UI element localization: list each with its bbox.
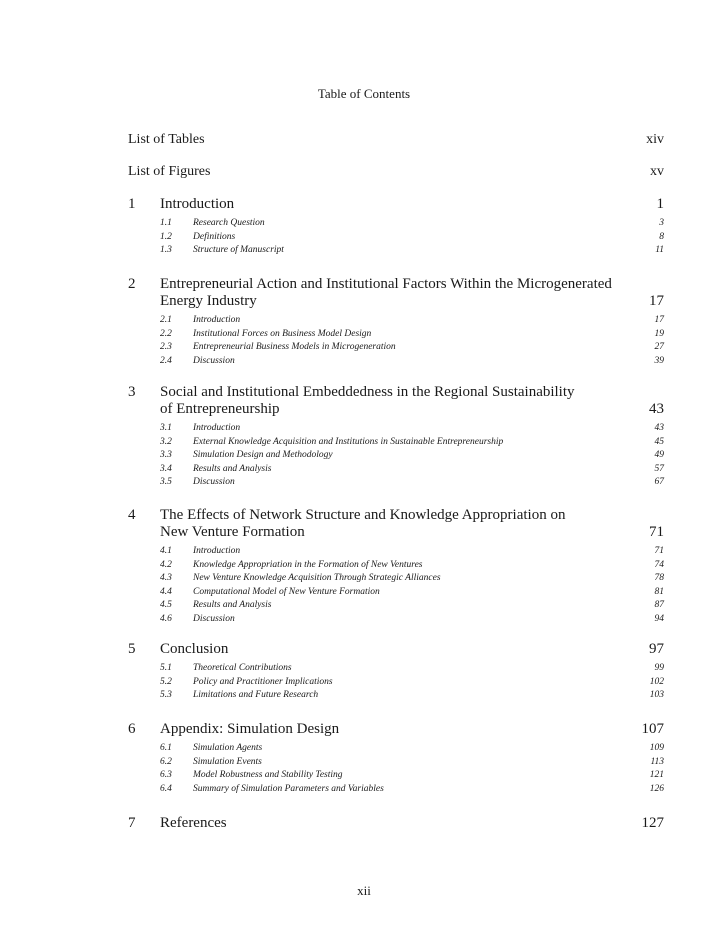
section-list	[128, 217, 664, 258]
section-title: Research Question	[193, 218, 265, 228]
section-number: 4.3	[160, 573, 172, 583]
section-title: Definitions	[193, 231, 236, 242]
toc-section	[128, 545, 664, 559]
toc-section	[128, 756, 664, 770]
toc-section	[128, 449, 664, 463]
toc-section	[128, 689, 664, 703]
chapter-heading-line	[128, 524, 664, 541]
section-title: Results and Analysis	[193, 463, 272, 474]
toc-chapter-1	[128, 196, 664, 258]
section-number: 6.4	[160, 783, 172, 794]
section-page: 87	[654, 600, 664, 610]
section-list	[128, 422, 664, 490]
section-page: 39	[654, 355, 664, 366]
toc-section	[128, 355, 664, 369]
toc-section	[128, 572, 664, 586]
chapter-heading-line	[128, 384, 664, 401]
section-title: Discussion	[193, 477, 235, 487]
chapter-title: Introduction	[160, 196, 235, 212]
toc-entry-label: List of Figures	[128, 164, 211, 179]
section-title: Knowledge Appropriation in the Formation of New Ventures	[193, 559, 423, 570]
toc-entry-list-of-tables	[128, 132, 664, 148]
section-number: 4.6	[160, 613, 172, 624]
chapter-heading-line	[128, 641, 664, 658]
toc-section	[128, 769, 664, 783]
toc-section	[128, 217, 664, 231]
chapter-number: 5	[128, 641, 136, 657]
toc-entry-page: xiv	[646, 132, 664, 147]
section-page: 99	[654, 663, 664, 673]
section-title: New Venture Knowledge Acquisition Through Strategic Alliances	[193, 573, 441, 583]
page-number: xii	[357, 883, 371, 898]
section-list	[128, 545, 664, 626]
section-page: 67	[654, 477, 664, 487]
chapter-number: 3	[128, 384, 136, 400]
section-page: 57	[654, 463, 664, 474]
section-page: 121	[649, 770, 664, 780]
section-page: 43	[654, 423, 664, 433]
toc-entry-list-of-figures	[128, 164, 664, 180]
section-page: 81	[654, 586, 664, 597]
section-number: 5.2	[160, 676, 172, 687]
section-title: Structure of Manuscript	[193, 245, 284, 255]
section-title: Introduction	[193, 315, 241, 325]
section-list	[128, 314, 664, 368]
chapter-page: 1	[656, 196, 664, 212]
chapter-title: References	[160, 815, 227, 831]
toc-section	[128, 328, 664, 342]
section-number: 4.4	[160, 586, 172, 597]
section-page: 45	[654, 436, 664, 447]
toc-chapter-6	[128, 721, 664, 796]
toc-section	[128, 599, 664, 613]
section-page: 102	[649, 676, 664, 687]
chapter-heading-line	[128, 276, 664, 293]
section-title: Simulation Agents	[193, 743, 263, 753]
section-title: Model Robustness and Stability Testing	[193, 770, 343, 780]
section-number: 3.1	[160, 423, 172, 433]
section-number: 3.5	[160, 477, 172, 487]
chapter-page: 43	[649, 401, 664, 417]
toc-section	[128, 742, 664, 756]
section-page: 11	[655, 245, 664, 255]
toc-entry-page: xv	[650, 164, 664, 179]
section-number: 3.2	[160, 436, 172, 447]
chapter-title: New Venture Formation	[160, 524, 305, 540]
toc-chapter-5	[128, 641, 664, 703]
chapter-heading-line	[128, 196, 664, 213]
chapter-title: Energy Industry	[160, 293, 257, 309]
chapter-heading-line	[128, 721, 664, 738]
chapter-page: 17	[649, 293, 664, 309]
chapter-number: 7	[128, 815, 136, 831]
section-page: 8	[659, 231, 664, 242]
chapter-title: The Effects of Network Structure and Knowledge Appropriation on	[160, 507, 566, 523]
toc-section	[128, 463, 664, 477]
section-title: Simulation Design and Methodology	[193, 450, 333, 460]
toc-section	[128, 559, 664, 573]
chapter-title: Appendix: Simulation Design	[160, 721, 340, 737]
chapter-heading-line	[128, 293, 664, 310]
chapter-number: 1	[128, 196, 136, 212]
section-title: Computational Model of New Venture Formation	[193, 586, 380, 597]
toc-section	[128, 314, 664, 328]
chapter-page: 71	[649, 524, 664, 540]
section-page: 94	[654, 613, 664, 624]
toc-chapter-4	[128, 507, 664, 626]
page-title: Table of Contents	[317, 86, 411, 101]
chapter-number: 6	[128, 721, 136, 737]
section-number: 2.3	[160, 342, 172, 352]
section-title: Theoretical Contributions	[193, 663, 292, 673]
toc-entry-label: List of Tables	[128, 132, 205, 147]
chapter-title: Social and Institutional Embeddedness in the Regional Sustainability	[160, 384, 575, 400]
toc-chapter-3	[128, 384, 664, 490]
toc-section	[128, 662, 664, 676]
section-number: 1.2	[160, 231, 172, 242]
section-number: 3.3	[160, 450, 172, 460]
toc-section	[128, 436, 664, 450]
section-title: Introduction	[193, 423, 241, 433]
section-page: 109	[649, 743, 664, 753]
section-page: 126	[649, 783, 664, 794]
toc-section	[128, 476, 664, 490]
chapter-page: 97	[649, 641, 664, 657]
section-title: Limitations and Future Research	[193, 690, 319, 700]
chapter-title: Entrepreneurial Action and Institutional Factors Within the Microgenerated	[160, 276, 612, 292]
section-title: Discussion	[193, 613, 235, 624]
chapter-page: 127	[641, 815, 664, 831]
section-number: 4.5	[160, 600, 172, 610]
section-title: Results and Analysis	[193, 600, 272, 610]
section-list	[128, 742, 664, 796]
section-title: External Knowledge Acquisition and Institutions in Sustainable Entrepreneurship	[193, 436, 504, 447]
section-number: 6.3	[160, 770, 172, 780]
section-page: 19	[654, 328, 664, 339]
section-number: 6.1	[160, 743, 172, 753]
section-number: 5.3	[160, 690, 172, 700]
toc-section	[128, 586, 664, 600]
section-page: 71	[654, 546, 664, 556]
section-number: 1.1	[160, 218, 172, 228]
chapter-page: 107	[641, 721, 664, 737]
section-number: 3.4	[160, 463, 172, 474]
toc-section	[128, 244, 664, 258]
chapter-number: 2	[128, 276, 136, 292]
section-page: 3	[659, 218, 664, 228]
section-number: 5.1	[160, 663, 172, 673]
toc-section	[128, 231, 664, 245]
toc-section	[128, 341, 664, 355]
section-page: 113	[650, 756, 664, 767]
toc-chapter-7	[128, 815, 664, 832]
chapter-heading-line	[128, 507, 664, 524]
toc-section	[128, 676, 664, 690]
section-page: 78	[654, 573, 664, 583]
chapter-number: 4	[128, 507, 136, 523]
section-number: 2.1	[160, 315, 172, 325]
section-page: 17	[654, 315, 664, 325]
section-page: 27	[654, 342, 664, 352]
toc-section	[128, 613, 664, 627]
section-page: 49	[654, 450, 664, 460]
section-number: 4.2	[160, 559, 172, 570]
chapter-heading-line	[128, 815, 664, 832]
section-title: Entrepreneurial Business Models in Microgeneration	[193, 342, 396, 352]
chapter-title: of Entrepreneurship	[160, 401, 280, 417]
section-list	[128, 662, 664, 703]
section-number: 2.2	[160, 328, 172, 339]
chapter-heading-line	[128, 401, 664, 418]
toc-chapter-2	[128, 276, 664, 368]
toc-section	[128, 783, 664, 797]
section-page: 103	[649, 690, 664, 700]
section-number: 2.4	[160, 355, 172, 366]
section-number: 4.1	[160, 546, 172, 556]
section-title: Summary of Simulation Parameters and Variables	[193, 783, 384, 794]
section-title: Introduction	[193, 546, 241, 556]
chapter-title: Conclusion	[160, 641, 229, 657]
section-title: Policy and Practitioner Implications	[193, 676, 333, 687]
section-number: 6.2	[160, 756, 172, 767]
section-title: Institutional Forces on Business Model Design	[193, 328, 372, 339]
section-page: 74	[654, 559, 664, 570]
section-title: Simulation Events	[193, 756, 262, 767]
section-title: Discussion	[193, 355, 235, 366]
section-number: 1.3	[160, 245, 172, 255]
toc-section	[128, 422, 664, 436]
